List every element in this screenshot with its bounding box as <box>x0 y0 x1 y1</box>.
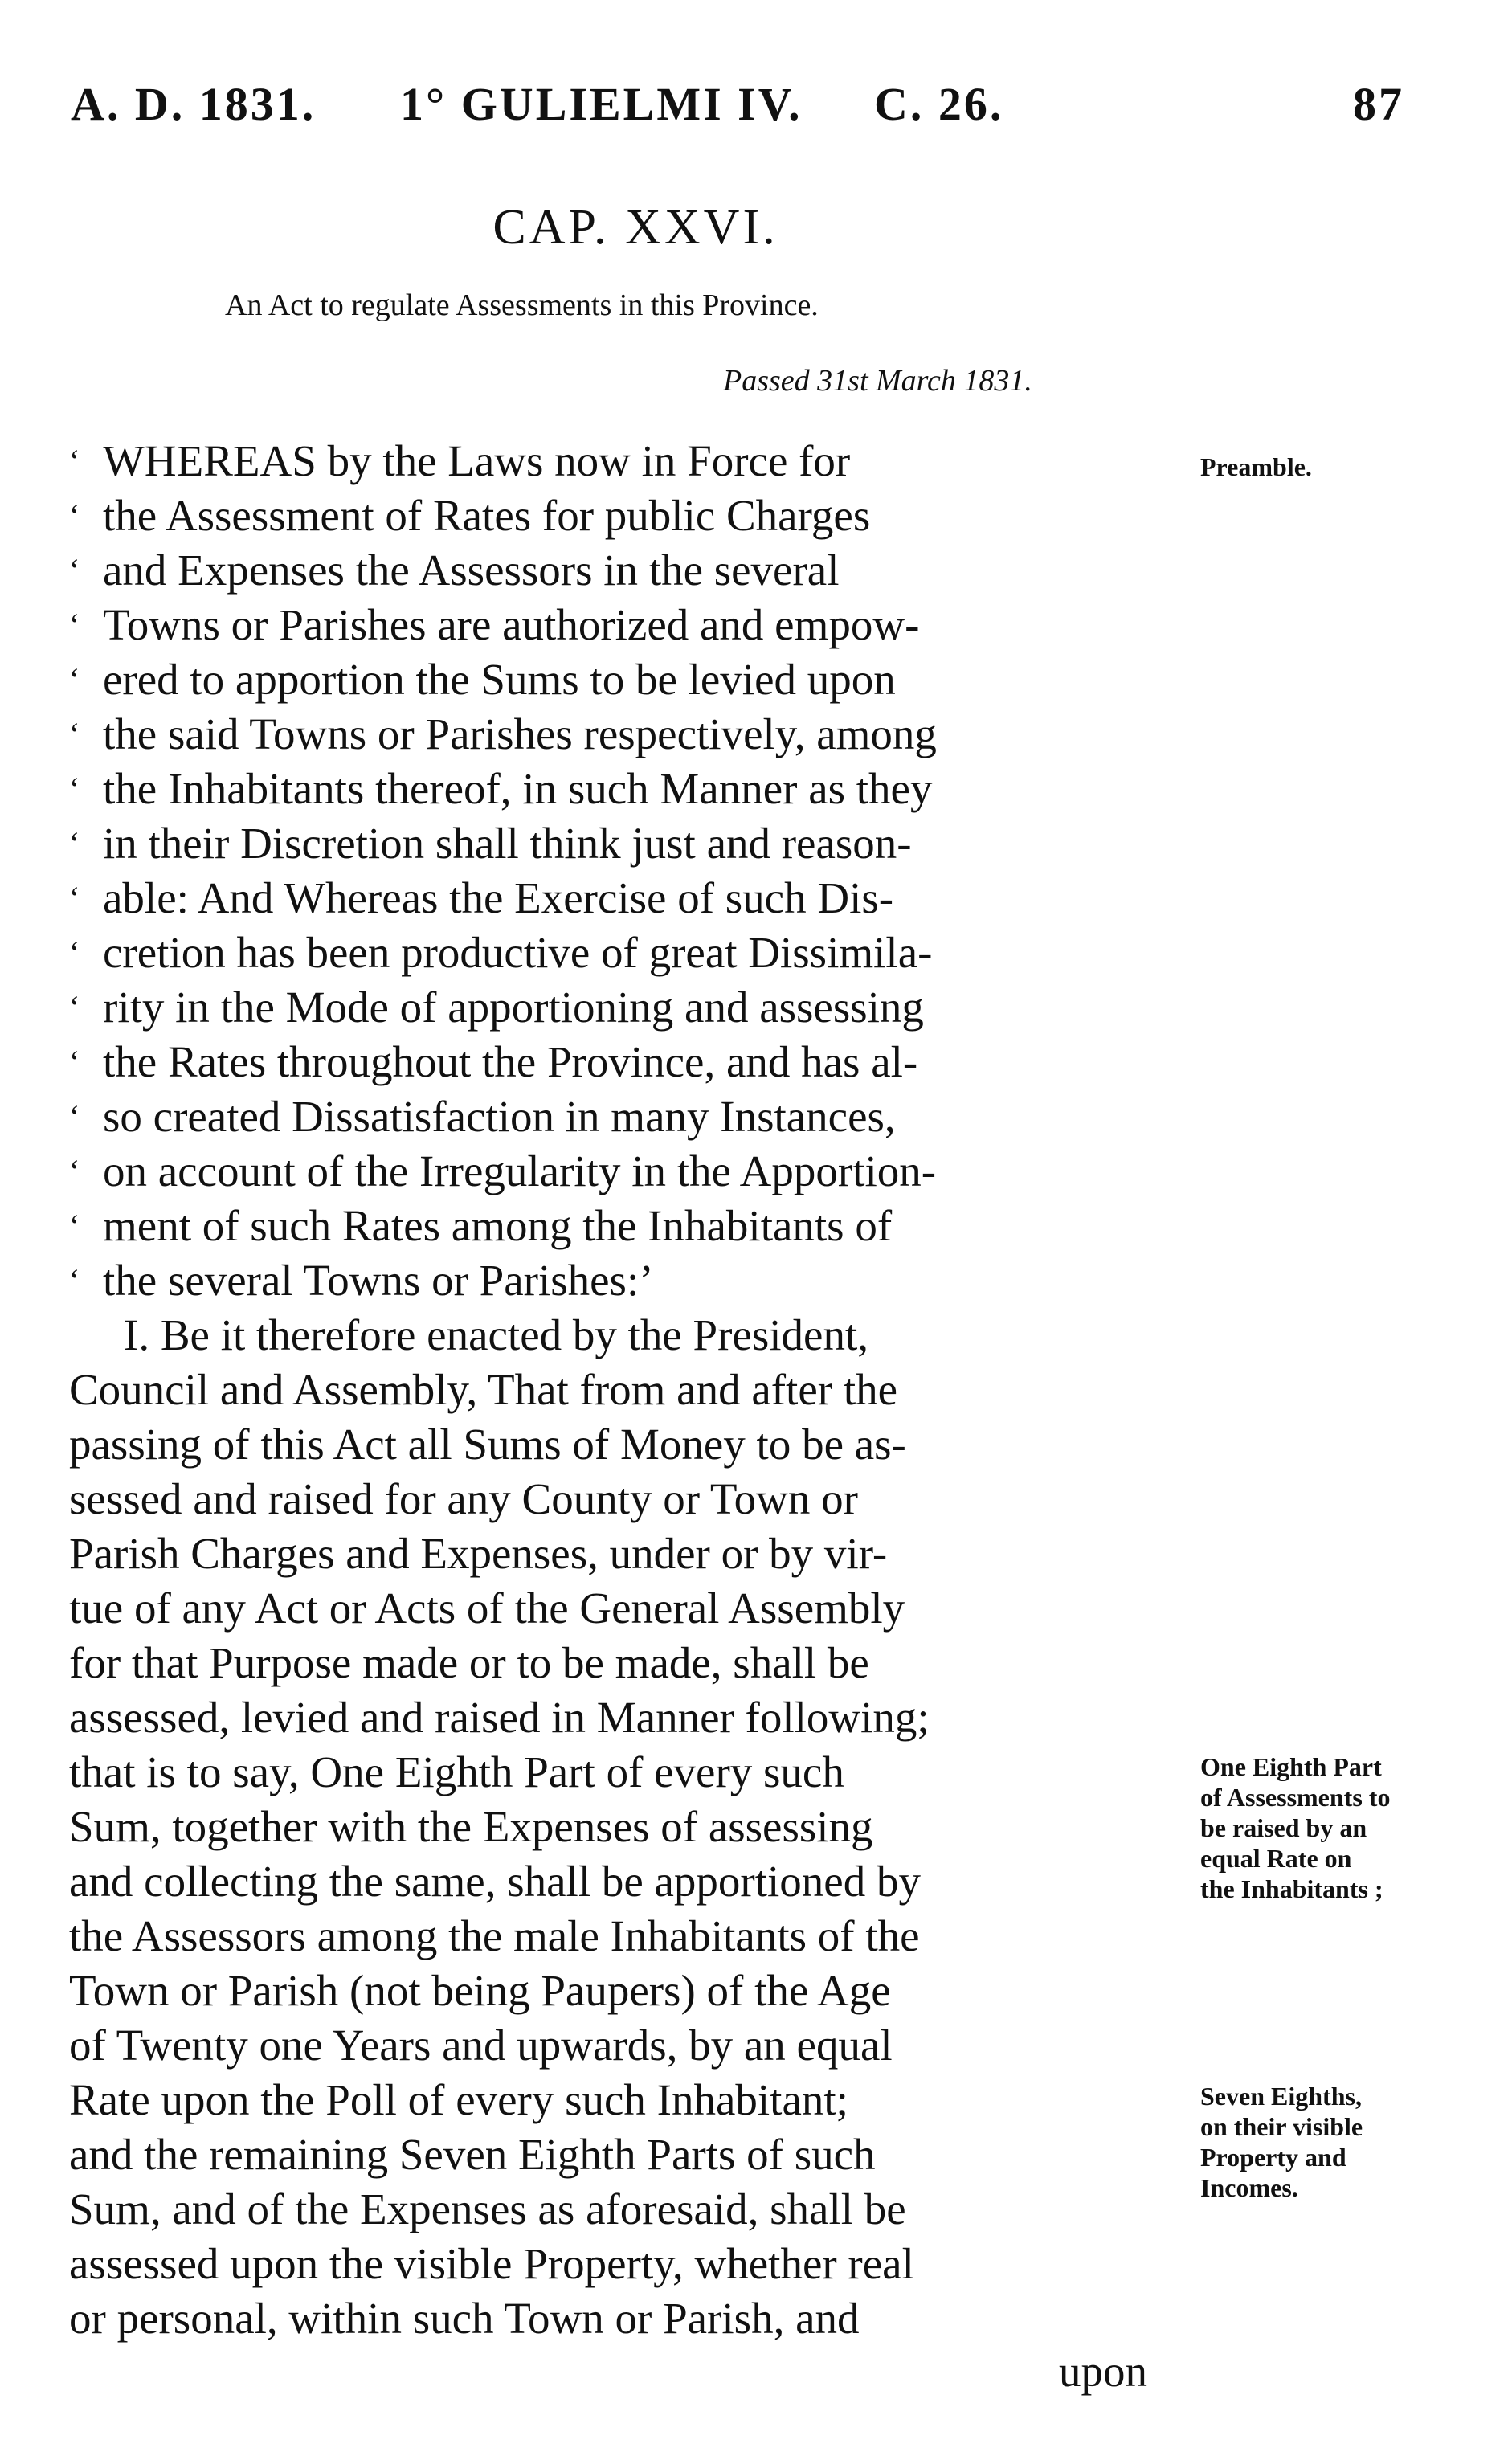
margin-note-line: Seven Eighths, <box>1200 2082 1362 2111</box>
preamble-line <box>69 871 893 926</box>
page-number: 87 <box>1353 78 1404 130</box>
preamble-line-text: rity in the Mode of apportioning and assessing <box>103 983 924 1032</box>
quote-mark: ‘ <box>69 1208 80 1244</box>
preamble-line <box>69 543 839 598</box>
section-line: tue of any Act or Acts of the General Assembly <box>69 1584 905 1633</box>
act-title: An Act to regulate Assessments in this Province. <box>225 288 819 322</box>
preamble-line <box>69 652 896 707</box>
header-chapter: C. 26. <box>874 78 1004 130</box>
quote-mark: ‘ <box>69 443 80 479</box>
quote-mark: ‘ <box>69 497 80 533</box>
quote-mark: ‘ <box>69 934 80 971</box>
section-line: I. Be it therefore enacted by the President, <box>124 1310 868 1359</box>
preamble-line <box>69 1253 654 1308</box>
quote-mark: ‘ <box>69 1044 80 1080</box>
preamble-line <box>69 707 937 762</box>
margin-note-line: Incomes. <box>1200 2173 1298 2202</box>
preamble-line-text: able: And Whereas the Exercise of such Dis- <box>103 873 894 922</box>
preamble-line-text: the said Towns or Parishes respectively, among <box>103 709 937 758</box>
preamble-line <box>69 1144 936 1199</box>
section-line: that is to say, One Eighth Part of every such <box>69 1747 844 1796</box>
preamble-line <box>69 980 924 1035</box>
margin-note-line: One Eighth Part <box>1200 1752 1382 1781</box>
preamble-line-text: the Inhabitants thereof, in such Manner as they <box>103 764 933 813</box>
passed-date: Passed 31st March 1831. <box>723 364 1032 398</box>
quote-mark: ‘ <box>69 607 80 643</box>
quote-mark: ‘ <box>69 1098 80 1134</box>
preamble-line-text: in their Discretion shall think just and reason- <box>103 819 912 868</box>
quote-mark: ‘ <box>69 825 80 861</box>
preamble-line <box>69 488 870 543</box>
section-line: the Assessors among the male Inhabitants of the <box>69 1911 920 1960</box>
preamble-line-text: cretion has been productive of great Dissimila- <box>103 928 933 977</box>
section-line: Council and Assembly, That from and after the <box>69 1365 898 1414</box>
quote-mark: ‘ <box>69 880 80 916</box>
quote-mark: ‘ <box>69 1153 80 1189</box>
header-regnal-year: 1° GULIELMI IV. <box>400 78 803 130</box>
preamble-line <box>69 1199 892 1253</box>
margin-note-line: be raised by an <box>1200 1813 1367 1842</box>
section-line: Town or Parish (not being Paupers) of the Age <box>69 1966 891 2015</box>
margin-note-one-eighth <box>1200 1751 1390 1904</box>
margin-note-line: equal Rate on <box>1200 1844 1352 1873</box>
margin-note-line: of Assessments to <box>1200 1783 1391 1812</box>
section-line: for that Purpose made or to be made, shall be <box>69 1638 869 1687</box>
catchword: upon <box>1059 2347 1147 2396</box>
section-line: Sum, and of the Expenses as aforesaid, shall be <box>69 2184 906 2233</box>
preamble-line <box>69 598 919 652</box>
preamble-line-text: the Assessment of Rates for public Charges <box>103 491 871 540</box>
section-line: Sum, together with the Expenses of assessing <box>69 1802 873 1851</box>
preamble-line-text: so created Dissatisfaction in many Instances, <box>103 1092 896 1141</box>
preamble-line-text: on account of the Irregularity in the Apportion- <box>103 1146 937 1195</box>
section-line: passing of this Act all Sums of Money to be as- <box>69 1420 906 1469</box>
quote-mark: ‘ <box>69 716 80 752</box>
quote-mark: ‘ <box>69 552 80 588</box>
quote-mark: ‘ <box>69 989 80 1025</box>
section-line: Parish Charges and Expenses, under or by vir- <box>69 1529 888 1578</box>
preamble-line <box>69 434 850 488</box>
chapter-heading-text: CAP. XXVI. <box>492 200 778 255</box>
preamble-line <box>69 816 912 871</box>
preamble-line <box>69 762 932 816</box>
preamble-line-text: the Rates throughout the Province, and has al- <box>103 1037 918 1086</box>
header-year: A. D. 1831. <box>71 78 317 130</box>
section-line: and the remaining Seven Eighth Parts of such <box>69 2130 876 2179</box>
section-line: sessed and raised for any County or Town or <box>69 1474 858 1523</box>
preamble-line-text: ment of such Rates among the Inhabitants of <box>103 1201 893 1250</box>
running-head <box>71 77 1436 141</box>
preamble-line-text: WHEREAS by the Laws now in Force for <box>103 436 851 485</box>
margin-note-line: the Inhabitants ; <box>1200 1874 1383 1903</box>
preamble-line-text: ered to apportion the Sums to be levied upon <box>103 655 896 704</box>
preamble-line <box>69 1089 896 1144</box>
section-line: Rate upon the Poll of every such Inhabitant; <box>69 2075 848 2124</box>
chapter-heading <box>0 199 1512 256</box>
preamble-line-text: Towns or Parishes are authorized and empow- <box>103 600 920 649</box>
margin-note-preamble: Preamble. <box>1200 452 1312 481</box>
section-line: of Twenty one Years and upwards, by an equal <box>69 2021 893 2070</box>
section-line: and collecting the same, shall be apportioned by <box>69 1857 921 1906</box>
margin-note-line: on their visible <box>1200 2112 1363 2141</box>
preamble-line <box>69 1035 917 1089</box>
preamble-line <box>69 926 932 980</box>
preamble-line-text: and Expenses the Assessors in the several <box>103 546 840 595</box>
margin-note-line: Property and <box>1200 2143 1346 2172</box>
quote-mark: ‘ <box>69 1262 80 1298</box>
section-line: or personal, within such Town or Parish, and <box>69 2294 860 2343</box>
preamble-line-text: the several Towns or Parishes:’ <box>103 1256 654 1305</box>
section-line: assessed upon the visible Property, whether real <box>69 2239 914 2288</box>
section-line: assessed, levied and raised in Manner following; <box>69 1693 930 1742</box>
margin-note-seven-eighths <box>1200 2081 1363 2203</box>
quote-mark: ‘ <box>69 661 80 697</box>
quote-mark: ‘ <box>69 770 80 807</box>
